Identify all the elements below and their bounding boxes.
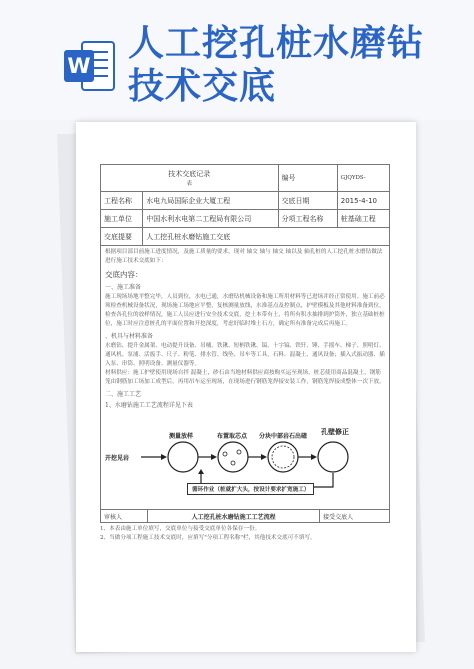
number-value: GJQYDS-	[337, 165, 389, 192]
info-table	[100, 164, 390, 246]
word-document-icon	[62, 38, 118, 94]
flow-start-label: 开挖见岩	[105, 455, 130, 462]
project-label: 工程名称	[101, 192, 143, 210]
process-subheading: 1、水磨钻施工工艺流程详见下表	[105, 402, 193, 409]
flow-step4-label: 孔壁修正	[321, 428, 349, 436]
content-block	[100, 246, 390, 509]
date-label: 交底日期	[278, 192, 337, 210]
footnotes	[100, 525, 390, 543]
record-title-cell	[101, 165, 279, 192]
section-prep-heading: 一、施工准备	[105, 284, 142, 291]
flow-caption: 人工挖孔桩水磨钻施工工艺流程	[148, 510, 320, 523]
footnote-2: 2、当做分项工程施工技术交底时，应填写"分项工程名称"栏，其他技术交底可不填写。	[100, 535, 316, 541]
unit-label: 施工单位	[101, 210, 143, 228]
banner	[0, 0, 474, 120]
project-value: 水电九局国际企业大厦工程	[143, 192, 278, 210]
record-title-sub: 表	[186, 181, 193, 187]
cycle-box: 循环作业（桩就扩大头，按设计要求扩宽施工）	[187, 483, 314, 495]
title-line-1: 人工挖孔桩水磨钻	[128, 23, 425, 64]
record-title: 技术交底记录	[168, 170, 211, 178]
flow-step3-label: 分块中部岩石出碴	[259, 433, 308, 440]
flow-step2-label: 布置取芯点	[217, 433, 248, 440]
signature-table	[100, 509, 390, 523]
footnote-1: 1、本表由施工单位填写，交底单位与接受交底单位各保存一份。	[100, 526, 261, 532]
reviewer-label: 审核人	[101, 510, 148, 523]
document-body	[100, 164, 390, 543]
step-circle-4	[318, 442, 348, 472]
receiver-label: 接受交底人	[320, 510, 390, 523]
flow-step1-label: 测量放样	[169, 433, 194, 440]
sub-project-value: 桩基础工程	[337, 210, 389, 228]
prep-text: 施工现场场地平整完毕，人员到位，水电已通，水磨钻机械设备和施工所用材料等已进场并经正常使用。施工前必须检查机械设备状况，现场施工场地应平整，复核测量放线，水准基点及控制点，护壁模板及其他材料准备到位，检查各孔位的放样情况，施工人员应进行安全技术交底，挖土本带有土，将所有积水抽排到护筒外，独立基础桩桩位，施工时应注意桩孔的平面位置和开挖深度，考虑好临时堆土石方，确定所有准备完成后再施工。	[105, 294, 385, 327]
intro-text: 根据项目部目前施工进度情况，及施工质量的要求，现对 轴交 轴与 轴交 轴以及 轴孔桩的人工挖孔桩水磨钻做法进行施工技术交底如下：	[105, 249, 383, 264]
section-process-heading: 二、施工工艺	[105, 391, 142, 398]
date-value: 2015-4-10	[337, 192, 389, 210]
step-circle-1	[168, 442, 198, 472]
process-flowchart	[105, 411, 385, 507]
summary-label: 交底提要	[101, 228, 143, 246]
tools-text: 水磨钻、提升金属架、电动提升设备、吊桶、铁锹、短柄铁锹、镐、十字镐、铁钎、锤、手摇车、梯子、照明灯、通风机、泵浦、活扳手、尺子、粉笔、排水管、线坠、吊车等工具，石料、混凝土、通风设备；插入式振动器、插入泵、串筒、照明设备、测量仪器等。	[105, 343, 385, 367]
document-page	[76, 122, 416, 652]
tools-heading: 、机具与材料准备	[105, 333, 154, 340]
content-heading: 交底内容：	[105, 270, 143, 279]
word-letter: W	[67, 54, 91, 78]
step-circle-2	[218, 442, 248, 472]
page-title	[128, 22, 424, 108]
title-line-2: 技术交底	[128, 66, 277, 107]
number-label: 编号	[278, 165, 337, 192]
unit-value: 中国水利水电第二工程局有限公司	[143, 210, 278, 228]
step-circle-3	[268, 442, 298, 472]
summary-value: 人工挖孔桩水磨钻施工交底	[143, 228, 390, 246]
material-text: 材料供应：施工护壁使用现场自拌 混凝土，砂石由当地材料供应商按购买运至现场，桩芯使用商品混凝土，钢筋笼由钢筋加工场加工成型后，再用吊车运至现场，在现场进行钢筋笼焊接安装工作，钢筋笼焊接成整体一次下放。	[105, 370, 385, 385]
sub-project-label: 分项工程名称	[278, 210, 337, 228]
